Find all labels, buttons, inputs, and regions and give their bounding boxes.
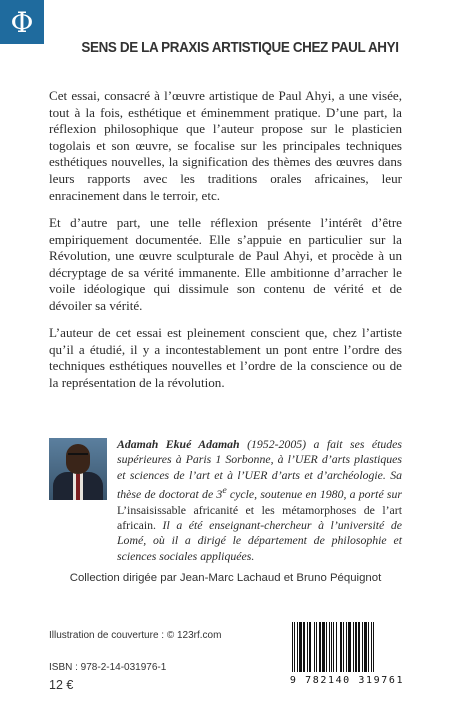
price: 12 €: [49, 678, 74, 692]
bio-text-a: (1952-2005) a fait ses études supérieures à Paris 1 Sorbonne, à l’UER d’arts plastiques et sciences de l’art et à l’UER d’arts et d’archéologie. Sa thèse de doctorat de 3: [117, 437, 402, 502]
collection-line: Collection dirigée par Jean-Marc Lachaud et Bruno Péquignot: [69, 572, 382, 584]
bio-thesis-title: L’insaisissable africanité et les métamorphoses de l’art africain.: [117, 502, 402, 532]
book-title: SENS DE LA PRAXIS ARTISTIQUE CHEZ PAUL AHYI: [81, 40, 399, 56]
isbn: ISBN : 978-2-14-031976-1: [49, 662, 167, 673]
barcode-bars: [286, 622, 408, 674]
bio-text-b: cycle, soutenue en 1980, a porté sur: [226, 487, 402, 502]
bio-text-c: Il a été enseignant-chercheur à l’université de Lomé, où il a dirigé le département de philosophie et sciences sociales appliquées.: [117, 517, 402, 563]
bio-superscript: e: [222, 485, 227, 497]
phi-logo-icon: Φ: [10, 5, 34, 39]
barcode: [286, 622, 408, 686]
summary-paragraph-1: Cet essai, consacré à l’œuvre artistique de Paul Ahyi, a une visée, tout à la fois, esthétique et éminemment pratique. D’une part, la réflexion philosophique que l’auteur propose sur le plasticien togolais et son œuvre, se focalise sur les principales techniques esthétiques nouvelles, la signification des thèmes des œuvres dans leurs rapports avec les traditions orales africaines, leur enracinement dans le terroir, etc.: [49, 88, 402, 203]
summary-paragraph-3: L’auteur de cet essai est pleinement conscient que, chez l’artiste qu’il a étudié, il y a incontestablement un pont entre l’ordre des techniques esthétiques nouvelles et l’ordre de la conscience ou de la représentation de la révolution.: [49, 325, 402, 390]
author-bio: [117, 437, 402, 564]
author-name: Adamah Ekué Adamah: [117, 437, 240, 451]
summary-paragraph-2: Et d’autre part, une telle réflexion présente l’intérêt d’être empiriquement documentée. Elle s’appuie en particulier sur la Révolution, une œuvre sculpturale de Paul Ahyi, et procède à un décryptage de sa vérité immanente. Elle ambitionne d’arracher le voile idéologique qui dissimule son contenu de vérité et de dévoiler sa vérité.: [49, 215, 402, 313]
cover-credit: Illustration de couverture : © 123rf.com: [49, 630, 222, 641]
barcode-digits: 9 782140 319761: [289, 675, 405, 686]
publisher-logo: [0, 0, 44, 44]
author-photo: [49, 438, 107, 500]
